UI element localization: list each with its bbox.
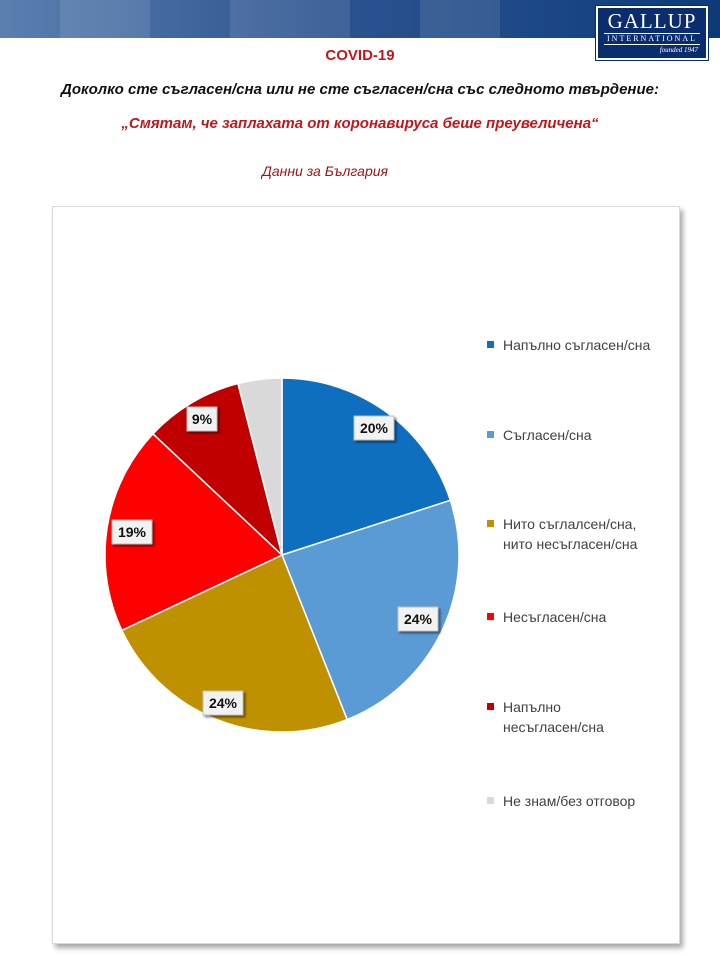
data-label: [112, 520, 152, 544]
legend-label: Съгласен/сна: [503, 427, 592, 443]
data-label: [398, 607, 438, 631]
chart-area: [52, 206, 680, 944]
data-label: [203, 691, 243, 715]
chart-subtitle: Данни за България: [261, 163, 389, 179]
svg-text:9%: 9%: [191, 411, 213, 427]
legend-label: Напълно несъгласен/сна: [503, 699, 604, 735]
banner-decoration: [420, 0, 500, 38]
legend-label: Нито съглалсен/сна, нито несъгласен/сна: [503, 516, 638, 552]
legend-swatch: [487, 520, 494, 527]
legend-label: Не знам/без отговор: [503, 793, 636, 809]
svg-text:24%: 24%: [403, 611, 433, 627]
legend-swatch: [487, 431, 494, 438]
logo-founded: founded 1947: [659, 46, 698, 54]
banner-decoration: [60, 0, 150, 38]
data-label: [187, 407, 217, 431]
pie-chart: [53, 207, 679, 943]
svg-text:24%: 24%: [208, 695, 238, 711]
survey-statement: „Смятам, че заплахата от коронавируса беше преувеличена“: [121, 115, 599, 132]
legend-label: Несъгласен/сна: [503, 609, 607, 625]
logo-subtext: INTERNATIONAL: [604, 33, 700, 45]
page-title: COVID-19: [325, 47, 395, 64]
survey-question: Доколко сте съгласен/сна или не сте съгласен/сна със следното твърдение:: [60, 81, 659, 98]
legend-label: Напълно съгласен/сна: [503, 337, 651, 353]
banner-decoration: [230, 0, 350, 38]
svg-text:19%: 19%: [117, 524, 147, 540]
legend-swatch: [487, 703, 494, 710]
legend-swatch: [487, 341, 494, 348]
data-label: [354, 416, 394, 440]
legend-swatch: [487, 613, 494, 620]
logo-brand: GALLUP: [607, 9, 697, 33]
svg-text:20%: 20%: [359, 420, 389, 436]
legend-swatch: [487, 797, 494, 804]
